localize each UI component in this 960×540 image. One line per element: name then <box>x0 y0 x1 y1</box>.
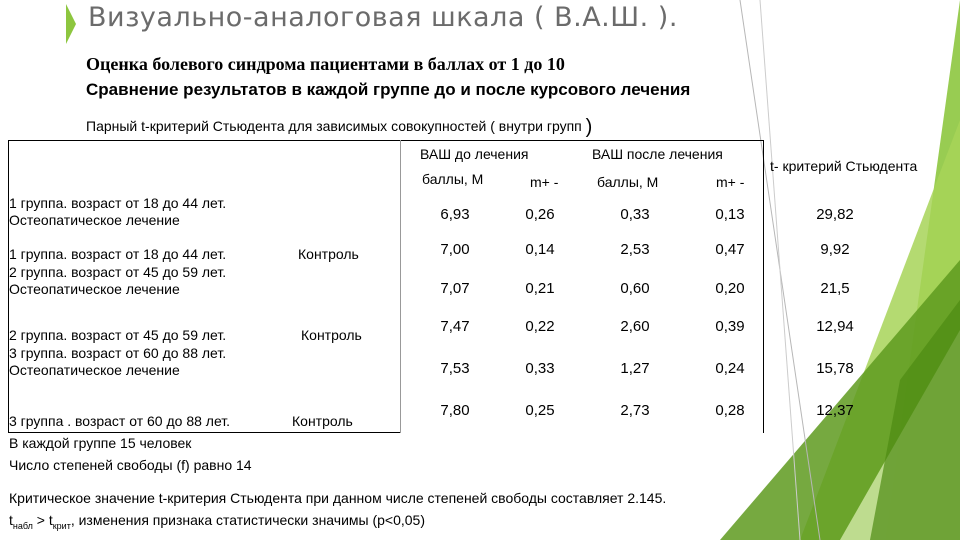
header-after-treatment: ВАШ после лечения <box>592 146 723 162</box>
r1-after-err: 0,13 <box>715 206 745 223</box>
conclusion-sub-obs: набл <box>12 520 33 531</box>
row-label-5 <box>9 345 226 379</box>
subheader-m-after: m+ - <box>716 174 745 190</box>
r4-before-err: 0,22 <box>525 318 555 335</box>
title-marker-icon <box>66 4 76 44</box>
r3-after-m: 0,60 <box>620 280 650 297</box>
row-label-4-control: Контроль <box>301 327 362 343</box>
subheader-score-after: баллы, М <box>597 174 659 190</box>
note-degrees-freedom: Число степеней свободы (f) равно 14 <box>9 457 252 473</box>
conclusion-sub-crit: крит <box>52 520 71 531</box>
r1-before-m: 6,93 <box>440 206 470 223</box>
r2-after-m: 2,53 <box>620 241 650 258</box>
subtitle-student-test-text: Парный t-критерий Стьюдента для зависимых совокупностей ( внутри групп <box>86 118 582 134</box>
r2-before-m: 7,00 <box>440 241 470 258</box>
r4-t: 12,94 <box>816 318 854 335</box>
r6-after-err: 0,28 <box>715 402 745 419</box>
r6-before-err: 0,25 <box>525 402 555 419</box>
r3-after-err: 0,20 <box>715 280 745 297</box>
note-group-size: В каждой группе 15 человек <box>9 435 192 451</box>
r2-after-err: 0,47 <box>715 241 745 258</box>
table-border-right <box>763 140 764 433</box>
r3-before-m: 7,07 <box>440 280 470 297</box>
conclusion-text <box>9 512 425 531</box>
r1-before-err: 0,26 <box>525 206 555 223</box>
conclusion-gt: > t <box>32 512 53 528</box>
header-before-treatment: ВАШ до лечения <box>420 146 529 162</box>
r4-after-err: 0,39 <box>715 318 745 335</box>
critical-value-text: Критическое значение t-критерия Стьюдента при данном числе степеней свободы составляет 2.145. <box>9 490 667 506</box>
row-label-5-treatment: Остеопатическое лечение <box>9 362 180 378</box>
r4-after-m: 2,60 <box>620 318 650 335</box>
subtitle-paren: ) <box>585 116 593 138</box>
conclusion-body: , изменения признака статистически значимы (p<0,05) <box>70 512 425 528</box>
row-label-3 <box>9 264 226 298</box>
r3-t: 21,5 <box>820 280 850 297</box>
r6-t: 12,37 <box>816 402 854 419</box>
page-title: Визуально-аналоговая шкала ( В.А.Ш. ). <box>88 2 678 33</box>
subtitle-pain-assessment: Оценка болевого синдрома пациентами в баллах от 1 до 10 <box>86 54 565 74</box>
conclusion-t: t <box>9 512 13 528</box>
r5-before-m: 7,53 <box>440 360 470 377</box>
subheader-m-before: m+ - <box>530 174 559 190</box>
r5-after-err: 0,24 <box>715 360 745 377</box>
row-label-1-treatment: Остеопатическое лечение <box>9 212 180 228</box>
subtitle-student-test <box>86 116 592 139</box>
row-label-6-control: Контроль <box>292 413 353 429</box>
table-border-top <box>8 140 763 141</box>
row-label-1 <box>9 195 226 229</box>
r1-t: 29,82 <box>816 206 854 223</box>
header-t-criterion: t- критерий Стьюдента <box>770 158 918 174</box>
r5-after-m: 1,27 <box>620 360 650 377</box>
r2-before-err: 0,14 <box>525 241 555 258</box>
r2-t: 9,92 <box>820 241 850 258</box>
row-label-6: 3 группа . возраст от 60 до 88 лет. <box>9 413 231 429</box>
table-divider <box>400 140 401 433</box>
r4-before-m: 7,47 <box>440 318 470 335</box>
r6-after-m: 2,73 <box>620 402 650 419</box>
row-label-2: 1 группа. возраст от 18 до 44 лет. <box>9 246 227 262</box>
row-label-2-control: Контроль <box>298 246 359 262</box>
row-label-5-group: 3 группа. возраст от 60 до 88 лет. <box>9 345 227 361</box>
row-label-3-treatment: Остеопатическое лечение <box>9 281 180 297</box>
r5-before-err: 0,33 <box>525 360 555 377</box>
r1-after-m: 0,33 <box>620 206 650 223</box>
subtitle-comparison: Сравнение результатов в каждой группе до и после курсового лечения <box>86 80 691 99</box>
r5-t: 15,78 <box>816 360 854 377</box>
subheader-score-before: баллы, М <box>422 171 484 187</box>
r3-before-err: 0,21 <box>525 280 555 297</box>
r6-before-m: 7,80 <box>440 402 470 419</box>
row-label-1-group: 1 группа. возраст от 18 до 44 лет. <box>9 195 227 211</box>
row-label-3-group: 2 группа. возраст от 45 до 59 лет. <box>9 264 227 280</box>
row-label-4: 2 группа. возраст от 45 до 59 лет. <box>9 327 227 343</box>
